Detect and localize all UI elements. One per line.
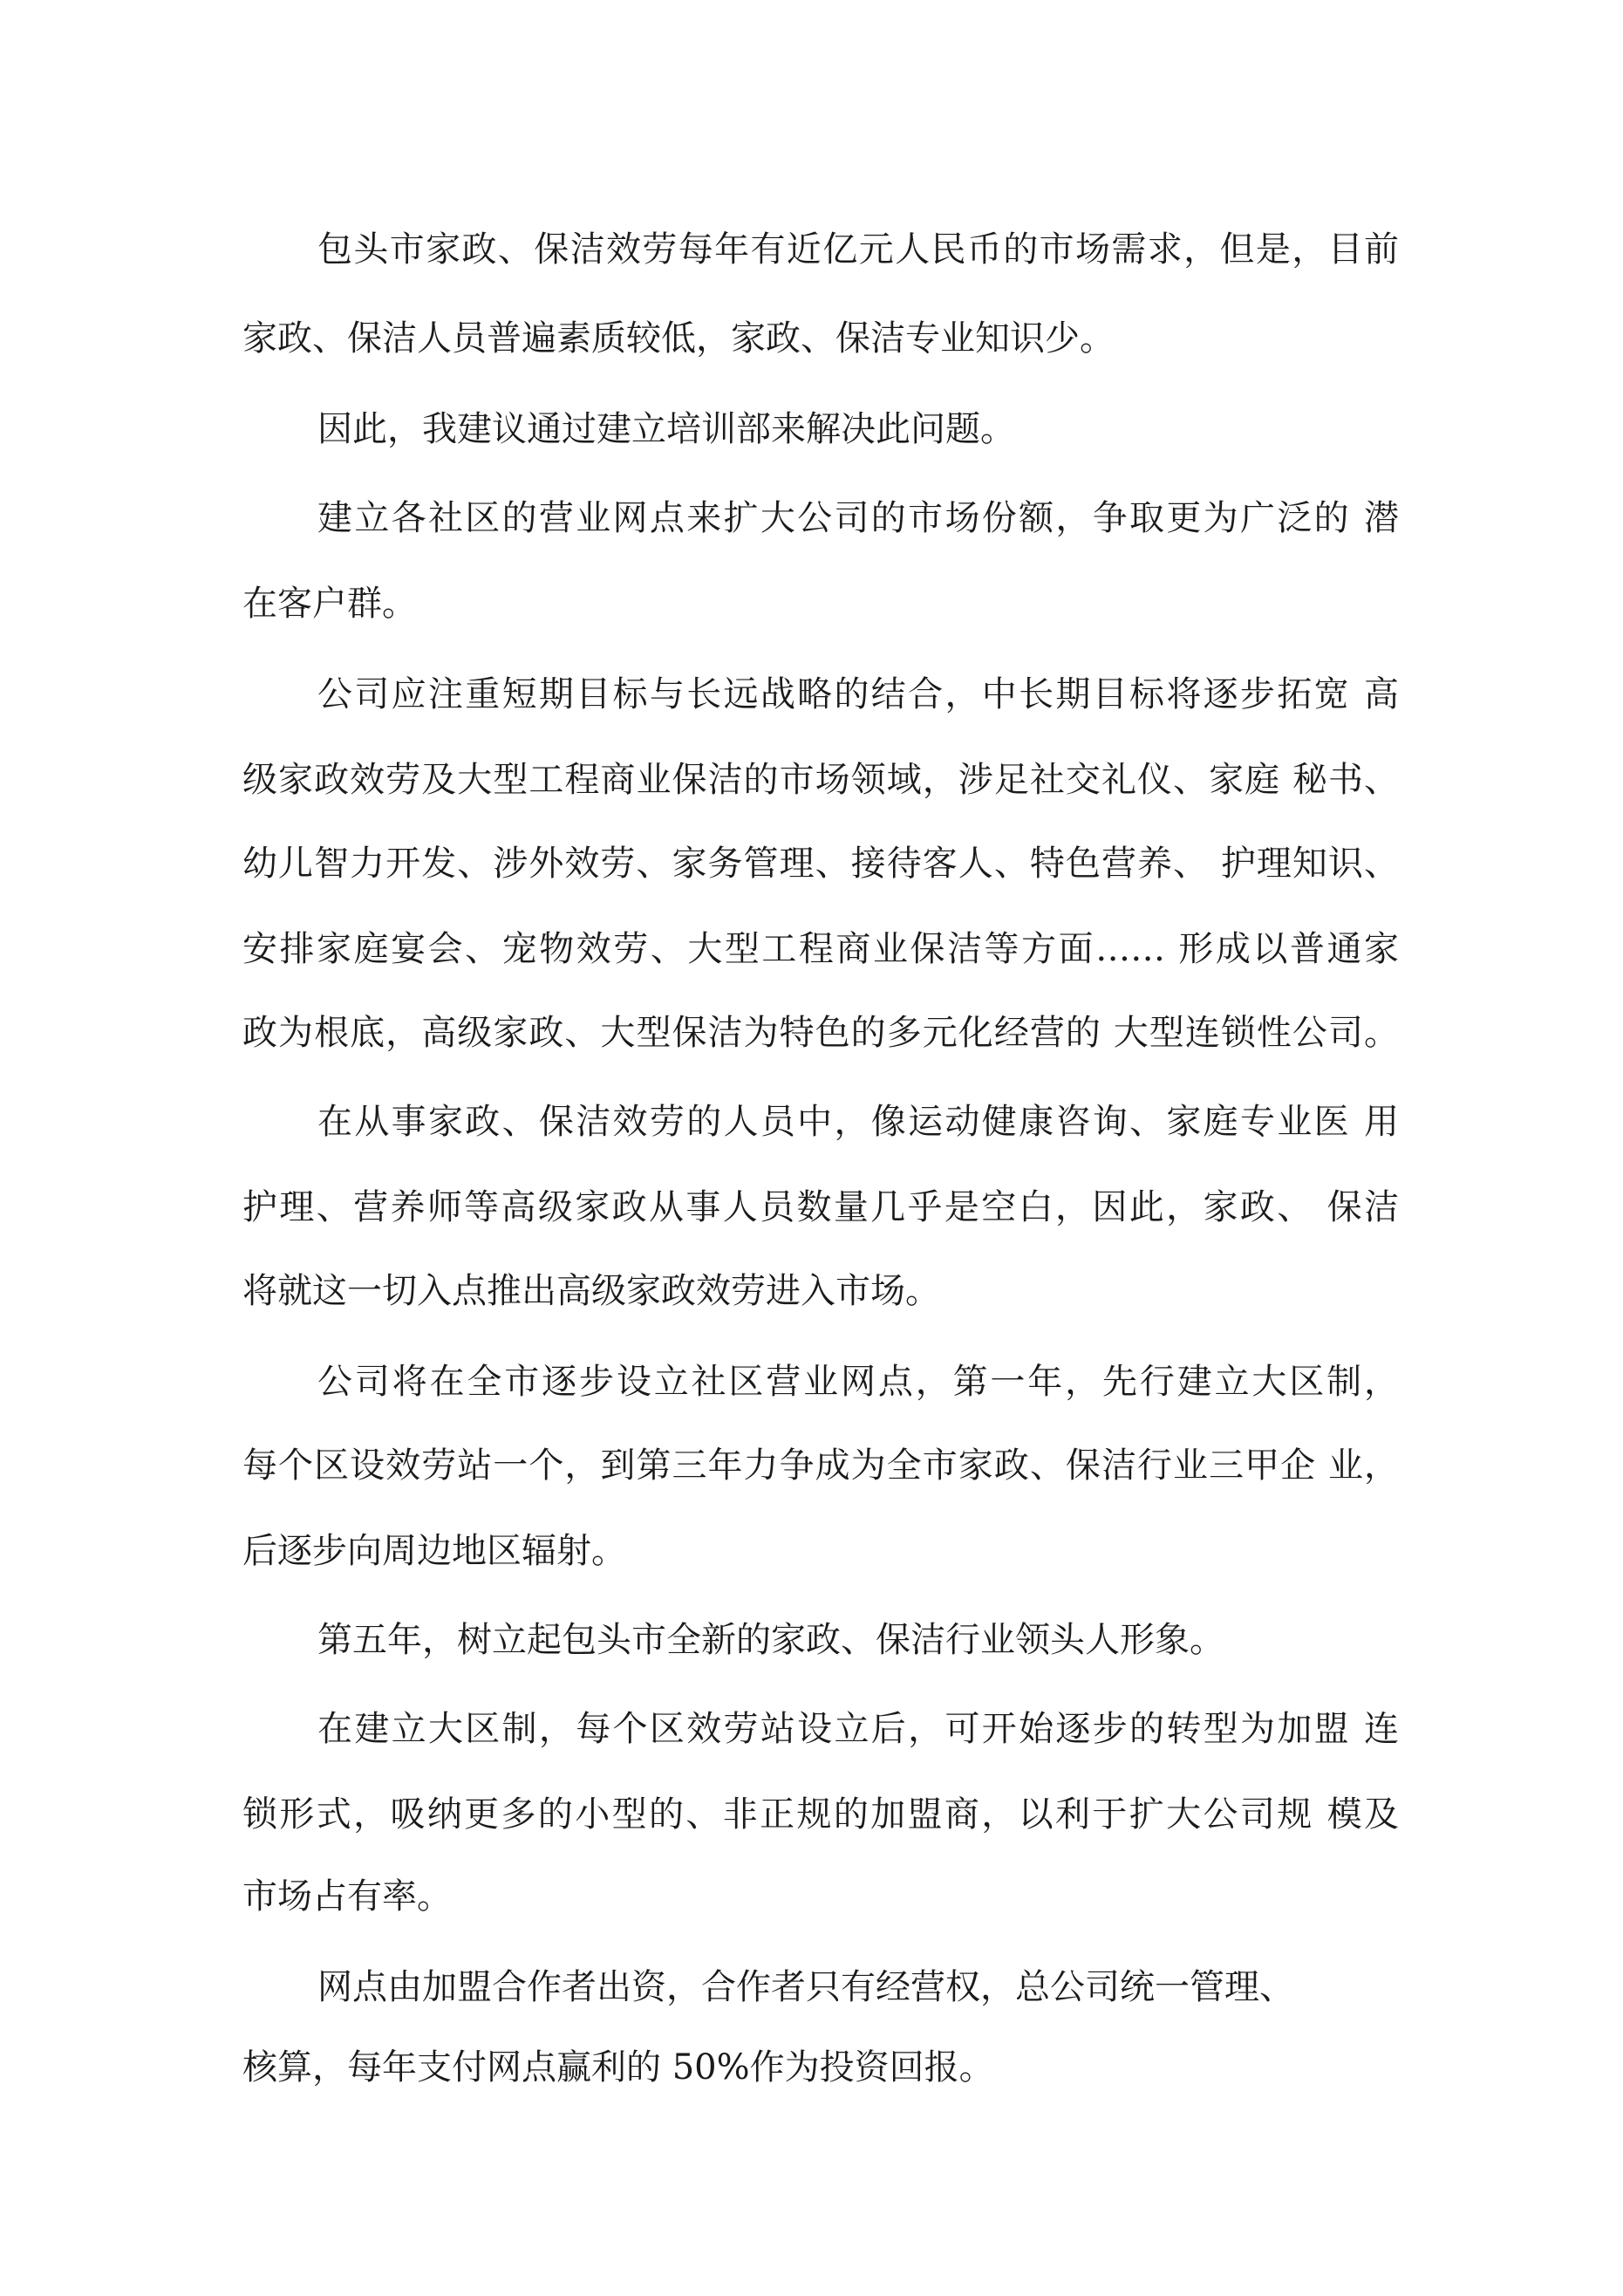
paragraph-line: 安排家庭宴会、宠物效劳、大型工程商业保洁等方面…… 形成以普通家 [242, 929, 1399, 969]
paragraph-line: 护理、营养师等高级家政从事人员数量几乎是空白，因此，家政、 保洁 [242, 1187, 1399, 1227]
paragraph-line: 公司应注重短期目标与长远战略的结合，中长期目标将逐步拓宽 高 [317, 674, 1399, 714]
paragraph-line: 级家政效劳及大型工程商业保洁的市场领域，涉足社交礼仪、家庭 秘书、 [242, 760, 1399, 800]
paragraph-line: 在建立大区制，每个区效劳站设立后，可开始逐步的转型为加盟 连 [317, 1709, 1399, 1749]
paragraph-line: 在客户群。 [242, 584, 417, 624]
paragraph-line: 政为根底，高级家政、大型保洁为特色的多元化经营的 大型连锁性公司。 [242, 1013, 1399, 1053]
paragraph-line: 第五年，树立起包头市全新的家政、保洁行业领头人形象。 [317, 1620, 1224, 1660]
paragraph-line: 在从事家政、保洁效劳的人员中，像运动健康咨询、家庭专业医 用 [317, 1102, 1399, 1142]
paragraph-line: 锁形式，吸纳更多的小型的、非正规的加盟商，以利于扩大公司规 模及 [242, 1794, 1399, 1835]
paragraph-line: 网点由加盟合作者出资，合作者只有经营权，总公司统一管理、 [317, 1967, 1294, 2007]
paragraph-line: 每个区设效劳站一个，到第三年力争成为全市家政、保洁行业三甲企 业， [242, 1445, 1399, 1486]
paragraph-line: 因此，我建议通过建立培训部来解决此问题。 [317, 409, 1015, 449]
paragraph-line: 核算，每年支付网点赢利的 50%作为投资回报。 [242, 2047, 994, 2088]
paragraph-line: 将就这一切入点推出高级家政效劳进入市场。 [242, 1271, 940, 1311]
paragraph-line: 市场占有率。 [242, 1876, 452, 1917]
paragraph-line: 公司将在全市逐步设立社区营业网点，第一年，先行建立大区制， [317, 1362, 1399, 1402]
paragraph-line: 后逐步向周边地区辐射。 [242, 1531, 626, 1571]
paragraph-line: 幼儿智力开发、涉外效劳、家务管理、接待客人、特色营养、 护理知识、 [242, 844, 1399, 884]
paragraph-line: 家政、保洁人员普遍素质较低，家政、保洁专业知识少。 [242, 318, 1115, 359]
paragraph-line: 建立各社区的营业网点来扩大公司的市场份额，争取更为广泛的 潜 [317, 498, 1399, 538]
paragraph-line: 包头市家政、保洁效劳每年有近亿元人民币的市场需求，但是，目前 [317, 229, 1399, 270]
